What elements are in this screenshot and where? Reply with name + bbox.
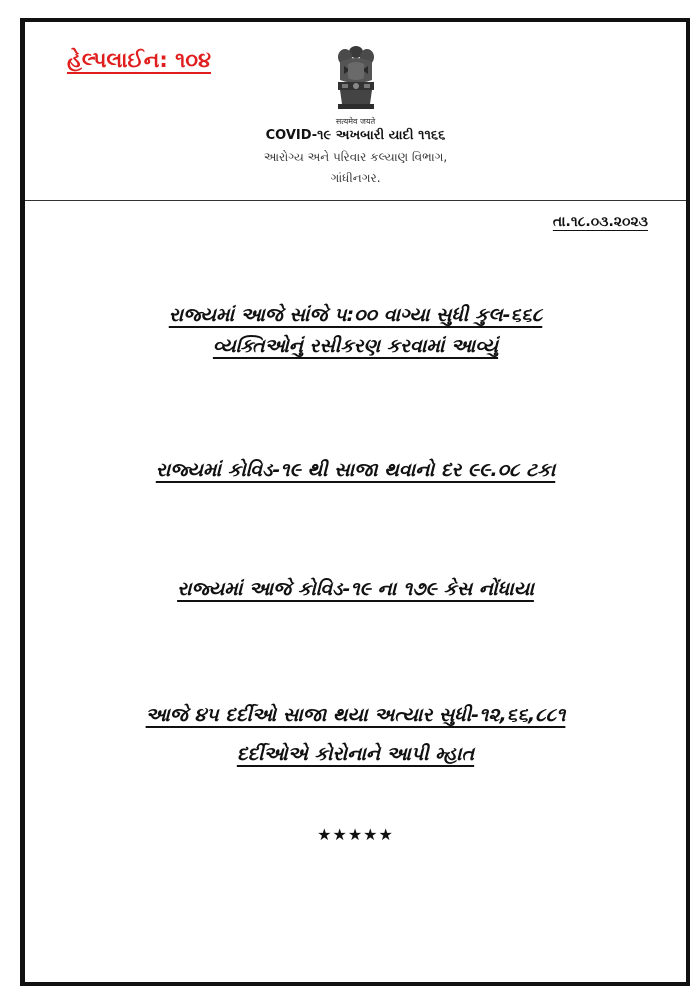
headline-recovery-rate: રાજ્યમાં કોવિડ-૧૯ થી સાજા થવાનો દર ૯૯.૦૮ ટકા [155,459,556,481]
press-release-page [20,18,690,986]
headline-vaccination-line2: વ્યક્તિઓનું રસીકરણ કરવામાં આવ્યું [212,335,499,357]
emblem-motto: सत्यमेव जयते [335,117,376,126]
headline-recovered-line2: દર્દીઓએ કોરોનાને આપી મ્હાત [236,743,475,765]
release-date: તા.૧૮.૦૩.૨૦૨૩ [552,214,648,230]
release-title: COVID-૧૯ અખબારી યાદી ૧૧૬૬ [265,128,446,143]
end-stars: ★★★★★ [317,825,394,844]
headline-vaccination-line1: રાજ્યમાં આજે સાંજે ૫:૦૦ વાગ્યા સુધી કુલ-૬૬૮ [168,304,543,326]
department-name: આરોગ્ય અને પરિવાર કલ્યાણ વિભાગ, [263,150,448,164]
city-name: ગાંધીનગર. [330,171,381,185]
headline-recovered-line1: આજે ૪૫ દર્દીઓ સાજા થયા અત્યાર સુધી-૧૨,૬૬,૮૮૧ [145,704,566,726]
helpline-number: હેલ્પલાઈન: ૧૦૪ [67,48,212,72]
headline-new-cases: રાજ્યમાં આજે કોવિડ-૧૯ ના ૧૭૯ કેસ નોંધાયા [177,578,534,600]
header-divider [25,200,686,201]
national-emblem-icon [326,42,386,116]
